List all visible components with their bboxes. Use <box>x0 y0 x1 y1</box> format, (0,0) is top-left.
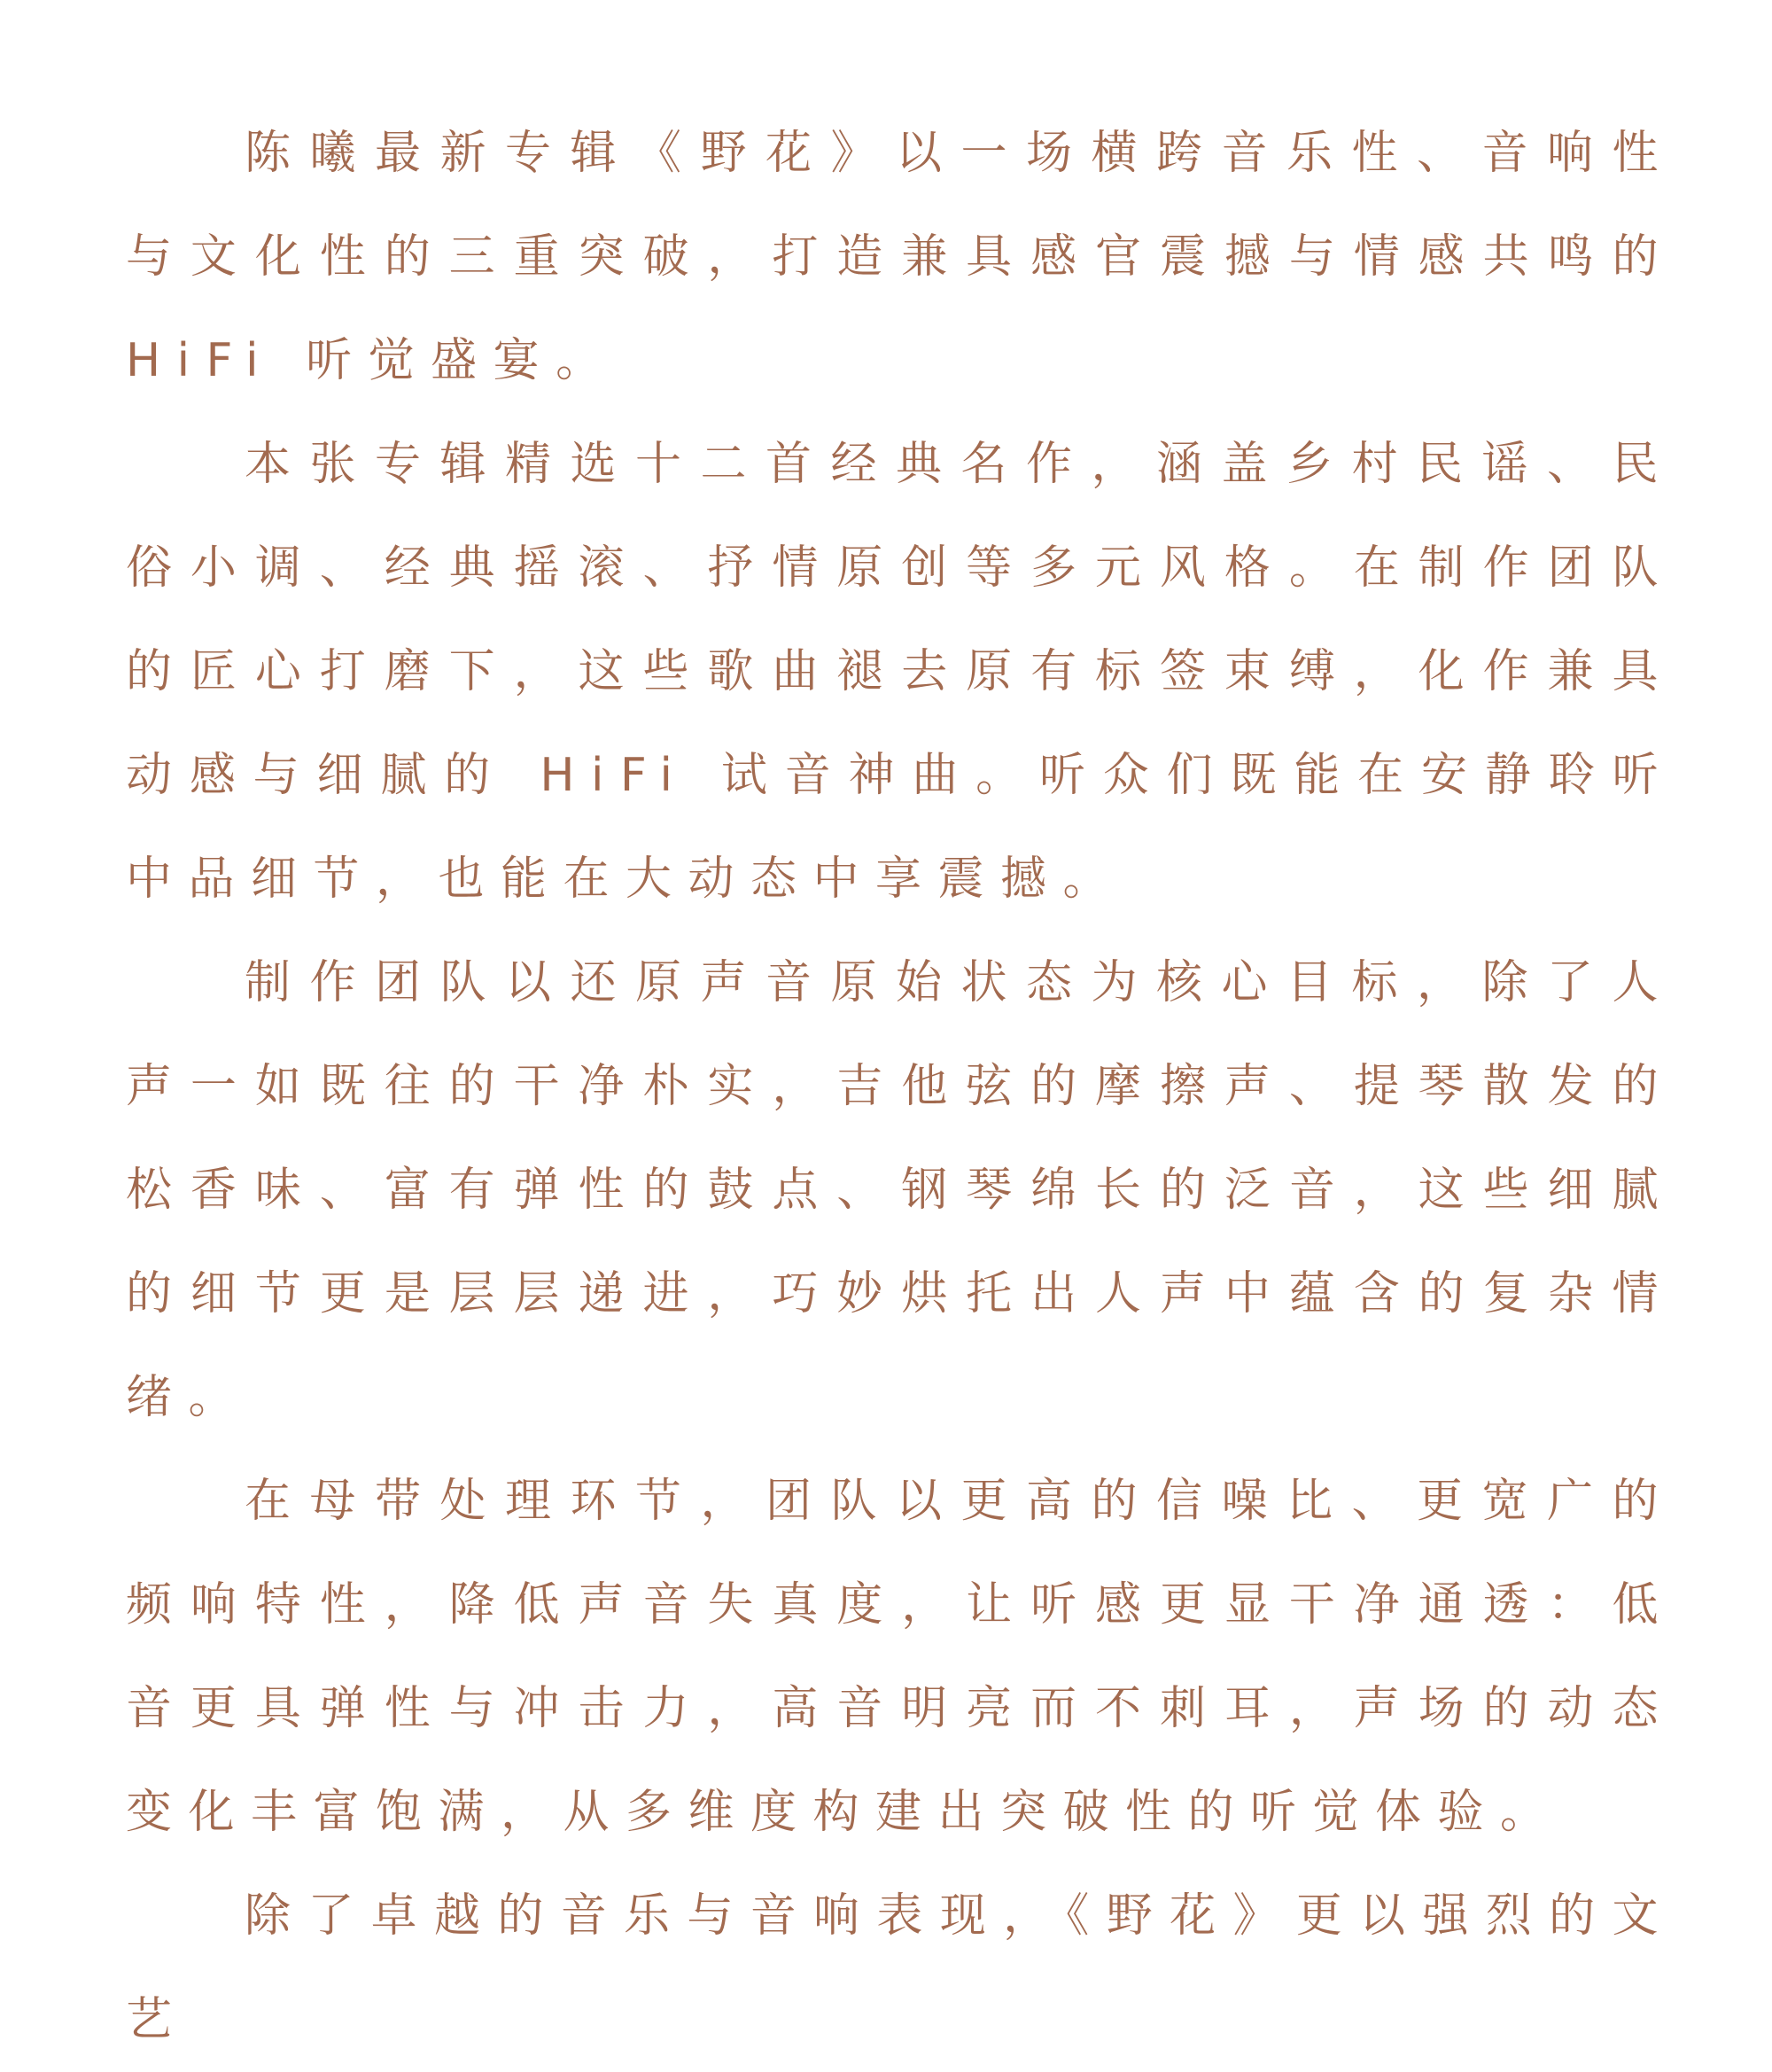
paragraph-track-selection: 本张专辑精选十二首经典名作，涵盖乡村民谣、民俗小调、经典摇滚、抒情原创等多元风格。在制作团队的匠心打磨下，这些歌曲褪去原有标签束缚，化作兼具动感与细腻的 HiFi 试音神曲。听众们既能在安静聆听中品细节，也能在大动态中享震撼。 <box>126 438 1675 906</box>
paragraph-production: 制作团队以还原声音原始状态为核心目标，除了人声一如既往的干净朴实，吉他弦的摩擦声、提琴散发的松香味、富有弹性的鼓点、钢琴绵长的泛音，这些细腻的细节更是层层递进，巧妙烘托出人声中蕴含的复杂情绪。 <box>126 956 1675 1424</box>
paragraph-artistic: 除了卓越的音乐与音响表现，《野花》更以强烈的文艺 <box>126 1889 1675 2046</box>
paragraph-mastering: 在母带处理环节，团队以更高的信噪比、更宽广的频响特性，降低声音失真度，让听感更显干净通透：低音更具弹性与冲击力，高音明亮而不刺耳，声场的动态变化丰富饱满，从多维度构建出突破性的听觉体验。 <box>126 1475 1675 1839</box>
article-body <box>126 102 1675 2072</box>
paragraph-intro: 陈曦最新专辑《野花》以一场横跨音乐性、音响性与文化性的三重突破，打造兼具感官震撼与情感共鸣的 HiFi 听觉盛宴。 <box>126 127 1675 387</box>
